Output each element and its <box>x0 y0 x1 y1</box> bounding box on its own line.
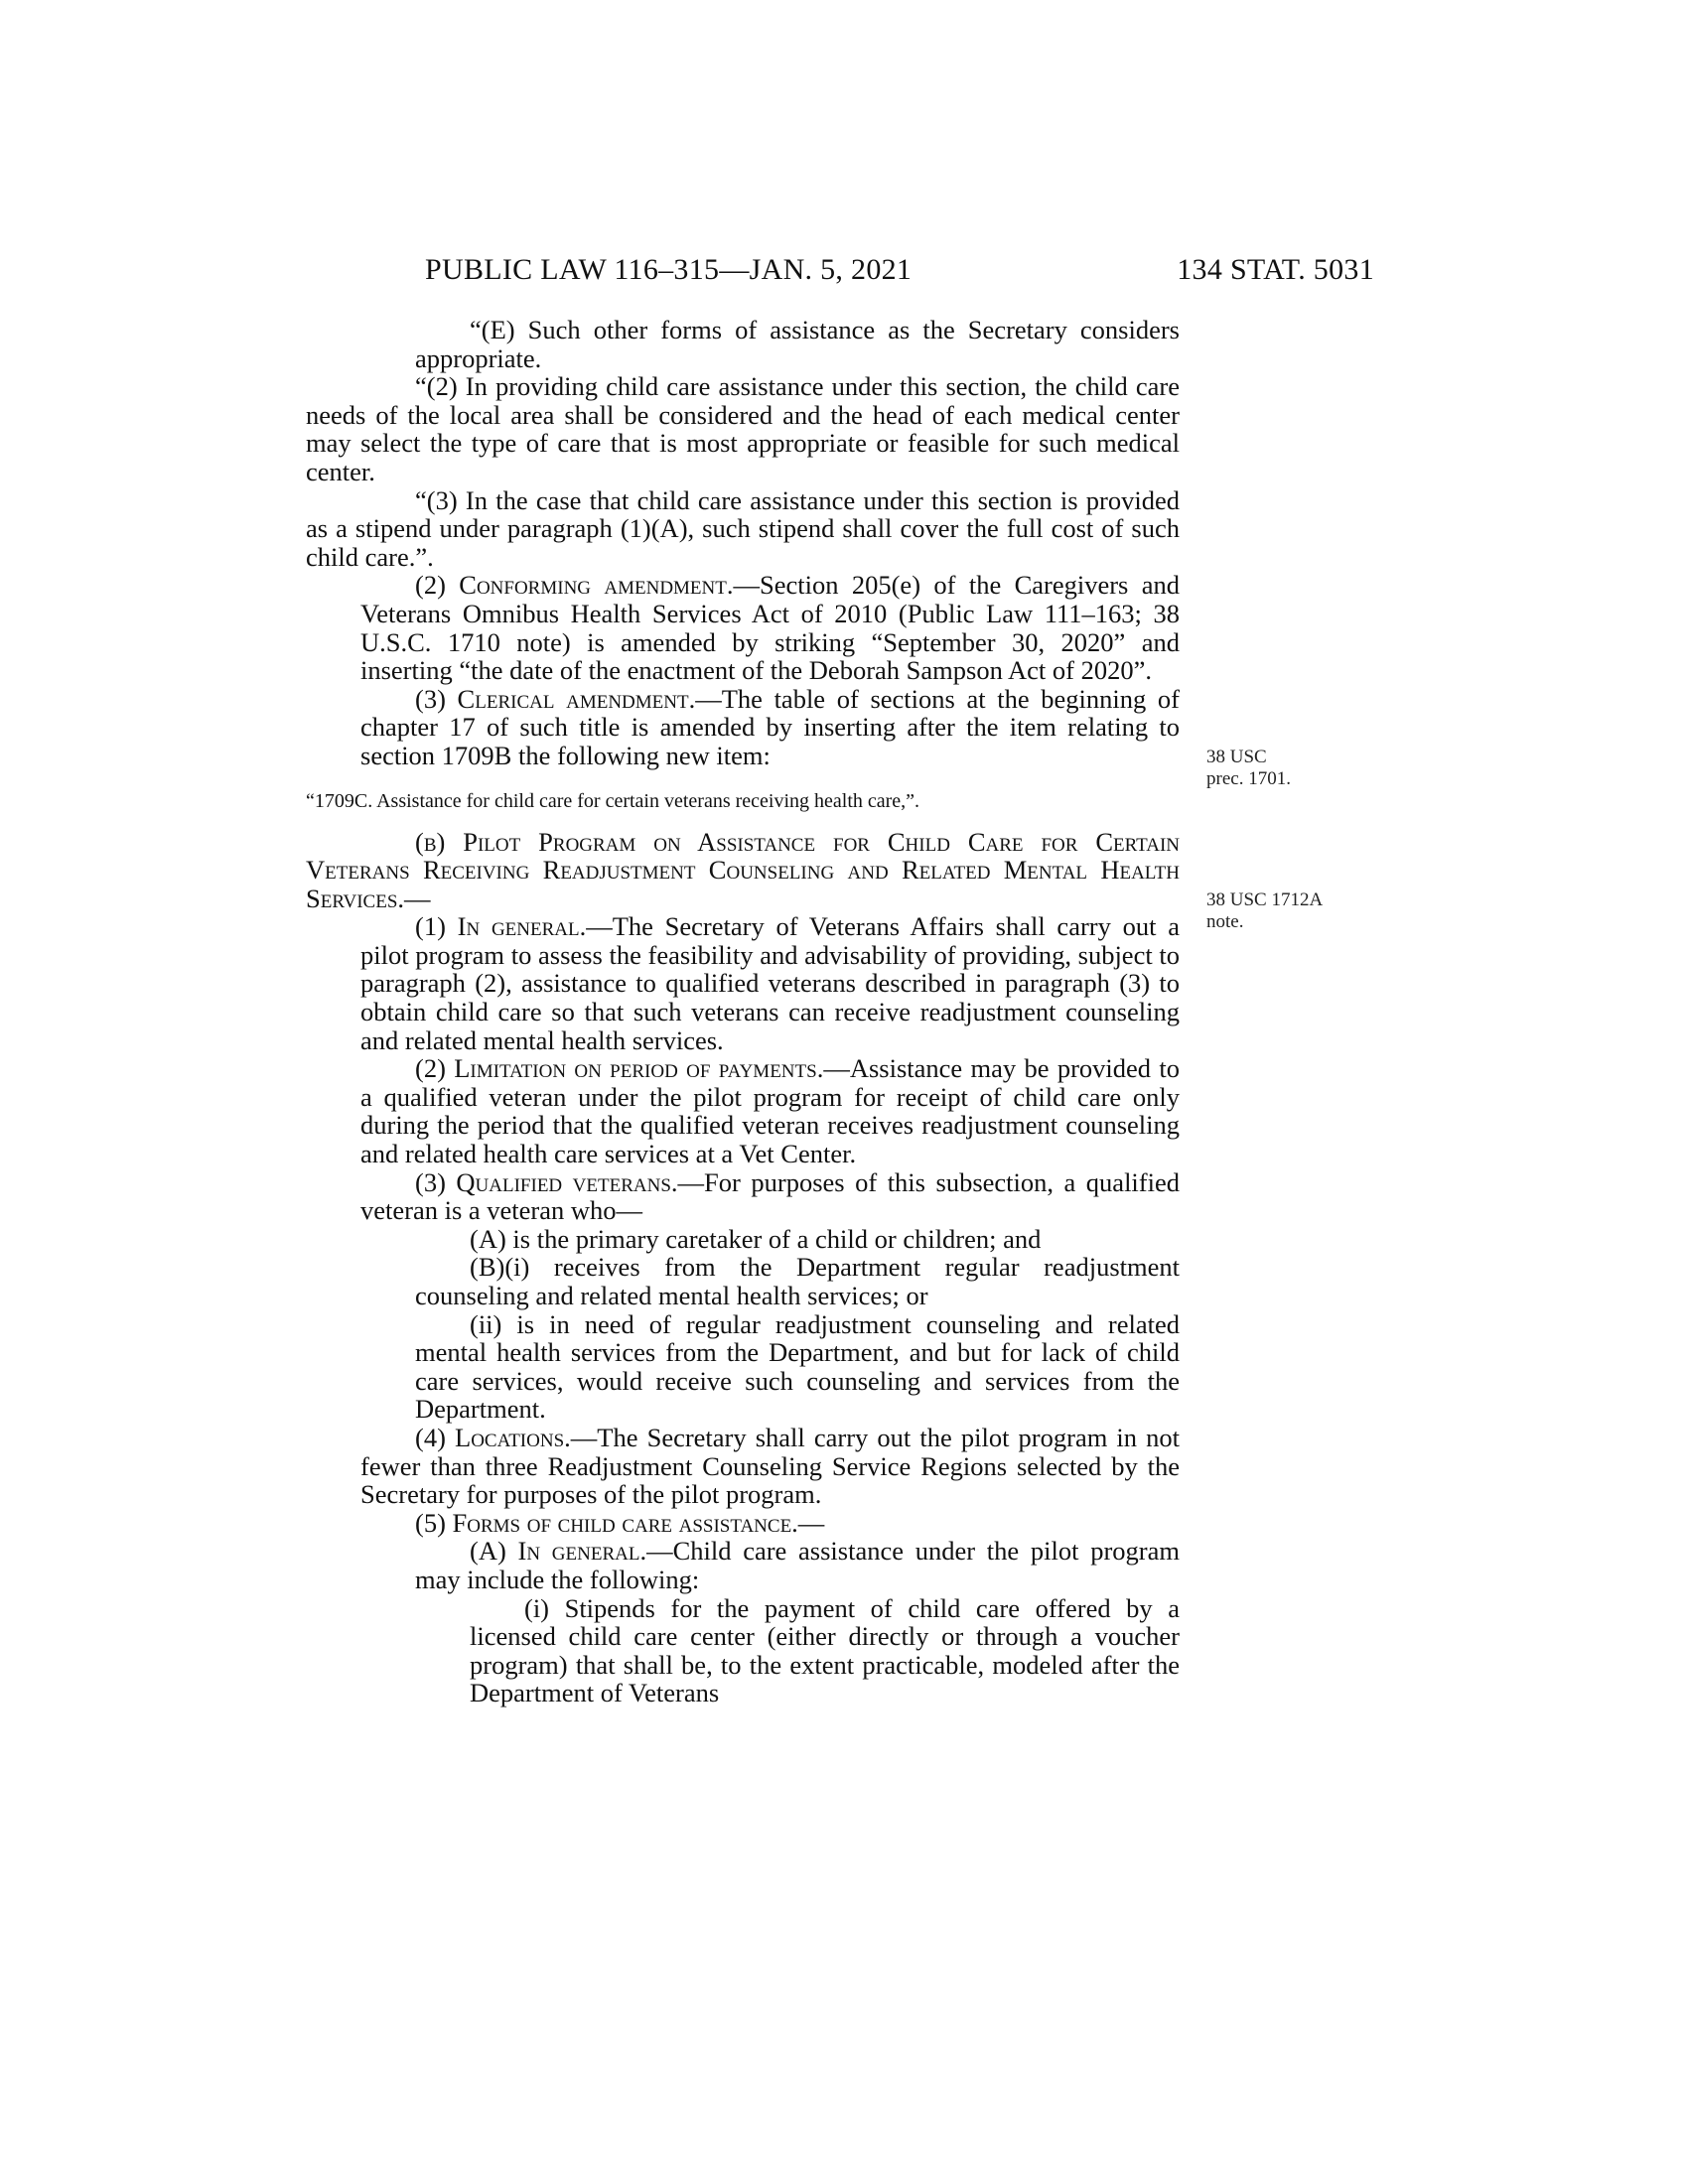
b4-heading: (4) Locations. <box>415 1422 571 1452</box>
conforming-amendment-text: —Section 205(e) of the Caregivers and Veterans Omnibus Health Services Act of 2010 (Public Law 111–163; 38 U.S.C. 1710 note) is amended by striking “September 30, 2020” and inserting “the date of the enactment of the Deborah Sampson Act of 2020”. <box>360 570 1180 686</box>
table-of-sections-item: “1709C. Assistance for child care for certain veterans receiving health care,”. <box>306 789 920 812</box>
paragraph-2: “(2) In providing child care assistance under this section, the child care needs of the local area shall be considered and the head of each medical center may select the type of care that is most appropriate or feasible for such medical center. <box>306 371 1180 486</box>
b5a-text: —Child care assistance under the pilot program may include the following: <box>415 1536 1180 1594</box>
b3-heading: (3) Qualified veterans. <box>415 1166 678 1197</box>
b5a-heading: (A) In general. <box>470 1536 647 1567</box>
margin-note-38-usc-prec-1701 <box>1206 747 1291 790</box>
subsection-b-4 <box>306 1424 1180 1509</box>
subsection-b-heading <box>306 828 1180 913</box>
margin-note-line: note. <box>1206 911 1244 932</box>
subsection-b-1 <box>306 912 1180 1054</box>
b2-text: —Assistance may be provided to a qualified veteran under the pilot program for receipt of child care only during the period that the qualified veteran receives readjustment counseling and related health care services at a Vet Center. <box>360 1053 1180 1169</box>
subsection-b-5 <box>306 1509 1180 1538</box>
statute-page-number: 134 STAT. 5031 <box>1177 253 1374 286</box>
subsection-b-3-b-ii: (ii) is in need of regular readjustment counseling and related mental health services from the Department, and but for lack of child care services, would receive such counseling and services from the Department. <box>415 1308 1180 1425</box>
subsection-b-2 <box>306 1054 1180 1167</box>
b3-text: —For purposes of this subsection, a qualified veteran is a veteran who— <box>360 1166 1180 1226</box>
subsection-b-3-b-i: (B)(i) receives from the Department regular readjustment counseling and related mental health services; or <box>415 1252 1180 1310</box>
paragraph-e: “(E) Such other forms of assistance as the Secretary considers appropriate. <box>415 315 1180 373</box>
subsection-b-3 <box>306 1168 1180 1225</box>
margin-note-line: 38 USC 1712A <box>1206 889 1324 910</box>
subsection-b-3-a: (A) is the primary caretaker of a child or children; and <box>470 1223 1042 1254</box>
subsection-b-5-a <box>306 1537 1180 1593</box>
b1-text: —The Secretary of Veterans Affairs shall carry out a pilot program to assess the feasibility and advisability of providing, subject to paragraph (2), assistance to qualified veterans described in paragraph (3) to obtain child care so that such veterans can receive readjustment counseling and related mental health services. <box>360 911 1180 1055</box>
margin-note-line: prec. 1701. <box>1206 768 1291 789</box>
subsection-b-5-a-i: (i) Stipends for the payment of child care offered by a licensed child care center (either directly or through a voucher program) that shall be, to the extent practicable, modeled after the Department of Veterans <box>470 1592 1180 1708</box>
clerical-amendment <box>306 685 1180 770</box>
conforming-amendment <box>306 571 1180 684</box>
margin-note-38-usc-1712a <box>1206 889 1323 933</box>
b4-text: —The Secretary shall carry out the pilot program in not fewer than three Readjustment Counseling Service Regions selected by the Secretary for purposes of the pilot program. <box>360 1422 1181 1510</box>
public-law-citation: PUBLIC LAW 116–315—JAN. 5, 2021 <box>425 253 913 286</box>
conforming-amendment-heading: (2) Conforming amendment. <box>415 570 734 601</box>
margin-note-line: 38 USC <box>1206 747 1267 767</box>
subsection-b-title: (b) Pilot Program on Assistance for Child Care for Certain Veterans Receiving Readjustment Counseling and Related Mental Health Services.— <box>306 826 1180 913</box>
clerical-amendment-heading: (3) Clerical amendment. <box>415 683 696 714</box>
paragraph-3: “(3) In the case that child care assistance under this section is provided as a stipend under paragraph (1)(A), such stipend shall cover the full cost of such child care.”. <box>306 484 1180 572</box>
clerical-amendment-text: —The table of sections at the beginning of chapter 17 of such title is amended by inserting after the item relating to section 1709B the following new item: <box>360 683 1180 770</box>
b5-heading: (5) Forms of child care assistance.— <box>415 1507 825 1538</box>
document-body <box>306 316 1180 1707</box>
page-header <box>425 250 1374 290</box>
b2-heading: (2) Limitation on period of payments. <box>415 1053 824 1084</box>
b1-heading: (1) In general. <box>415 911 587 942</box>
